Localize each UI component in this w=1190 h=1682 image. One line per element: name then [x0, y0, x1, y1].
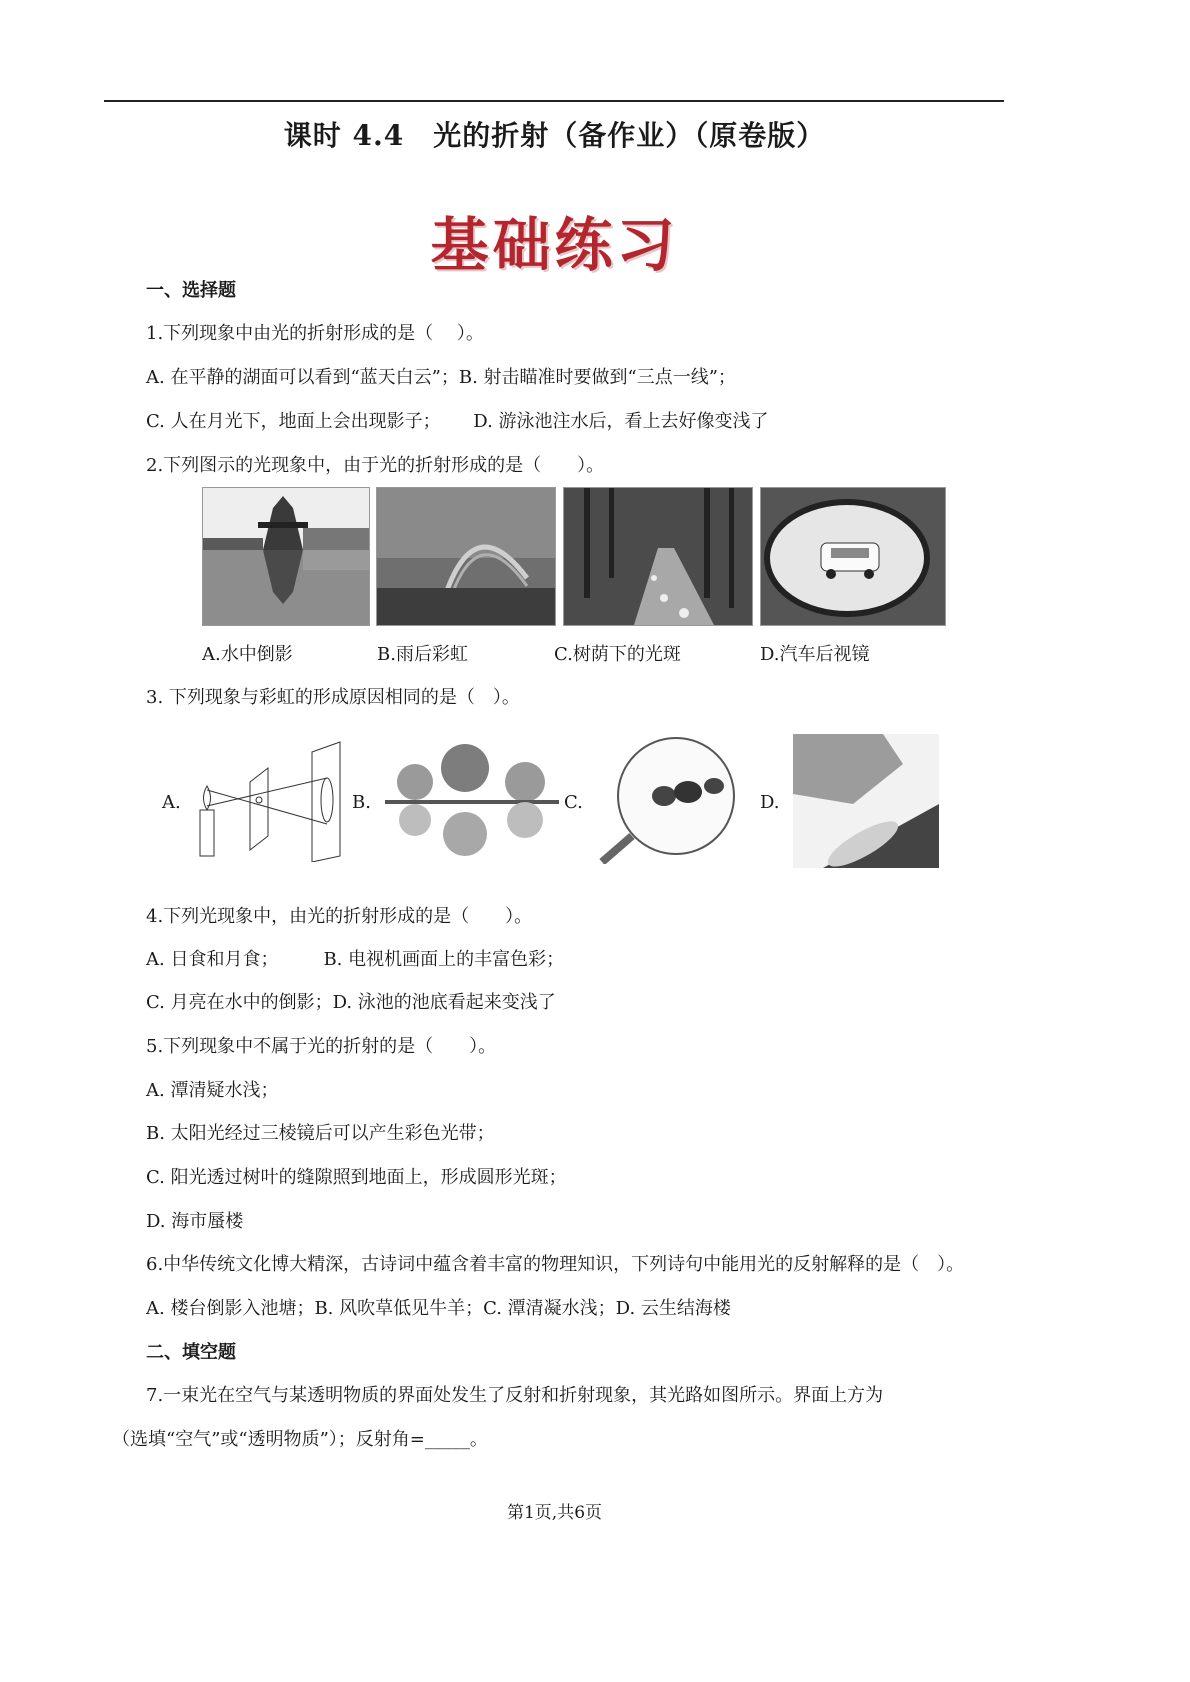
tree-shade-light-spots-photo — [563, 487, 753, 626]
question-4-stem: 4.下列光现象中，由光的折射形成的是（ ）。 — [146, 906, 533, 927]
section-heading-fill-blank: 二、填空题 — [146, 1342, 236, 1363]
pinhole-camera-diagram — [190, 740, 350, 862]
document-title: 课时 4.4 光的折射（备作业）（原卷版） — [283, 119, 826, 152]
question-6-stem: 6.中华传统文化博大精深，古诗词中蕴含着丰富的物理知识，下列诗句中能用光的反射解释的是（ ）。 — [146, 1254, 965, 1275]
q2-caption-a: A.水中倒影 — [202, 644, 293, 665]
question-5-option-c: C. 阳光透过树叶的缝隙照到地面上，形成圆形光斑； — [146, 1167, 567, 1188]
question-4-options-ab: A. 日食和月食； B. 电视机画面上的丰富色彩； — [146, 949, 565, 970]
section-banner: 基础练习 — [430, 211, 679, 279]
q2-caption-c: C.树荫下的光斑 — [554, 644, 681, 665]
q2-caption-d: D.汽车后视镜 — [760, 644, 870, 665]
page-number: 第1页,共6页 — [506, 1503, 603, 1523]
question-5-stem: 5.下列现象中不属于光的折射的是（ ）。 — [146, 1036, 497, 1057]
question-3-stem: 3. 下列现象与彩虹的形成原因相同的是（ ）。 — [146, 687, 520, 708]
question-2-stem: 2.下列图示的光现象中，由于光的折射形成的是（ ）。 — [146, 455, 605, 476]
question-7-line-1: 7.一束光在空气与某透明物质的界面处发生了反射和折射现象，其光路如图所示。界面上方为 — [146, 1385, 884, 1406]
question-7-line-2: （选填“空气”或“透明物质”）；反射角=_____。 — [112, 1429, 488, 1450]
header-rule — [104, 100, 1004, 102]
question-5-option-a: A. 潭清疑水浅； — [146, 1080, 279, 1101]
question-6-options: A. 楼台倒影入池塘；B. 风吹草低见牛羊；C. 潭清凝水浅；D. 云生结海楼 — [146, 1298, 731, 1319]
bent-in-water-picture — [793, 734, 939, 868]
question-5-option-b: B. 太阳光经过三棱镜后可以产生彩色光带； — [146, 1123, 495, 1144]
magnifying-glass-ant-picture — [598, 736, 748, 864]
q3-label-d: D. — [760, 792, 780, 813]
question-1-options-cd: C. 人在月光下，地面上会出现影子； D. 游泳池注水后，看上去好像变浅了 — [146, 411, 769, 432]
car-mirror-photo — [760, 487, 946, 626]
pagoda-reflection-photo — [202, 487, 370, 626]
q3-label-b: B. — [352, 792, 371, 813]
question-4-options-cd: C. 月亮在水中的倒影；D. 泳池的池底看起来变浅了 — [146, 992, 556, 1013]
question-1-options-ab: A. 在平静的湖面可以看到“蓝天白云”；B. 射击瞄准时要做到“三点一线”； — [146, 367, 736, 388]
rainbow-photo — [376, 487, 556, 626]
q3-label-c: C. — [564, 792, 583, 813]
q2-caption-b: B.雨后彩虹 — [377, 644, 468, 665]
question-1-stem: 1.下列现象中由光的折射形成的是（ ）。 — [146, 323, 484, 344]
q3-label-a: A. — [162, 792, 181, 813]
section-heading-choice: 一、选择题 — [146, 280, 236, 301]
tree-water-reflection-picture — [385, 742, 559, 862]
question-5-option-d: D. 海市蜃楼 — [146, 1211, 244, 1232]
